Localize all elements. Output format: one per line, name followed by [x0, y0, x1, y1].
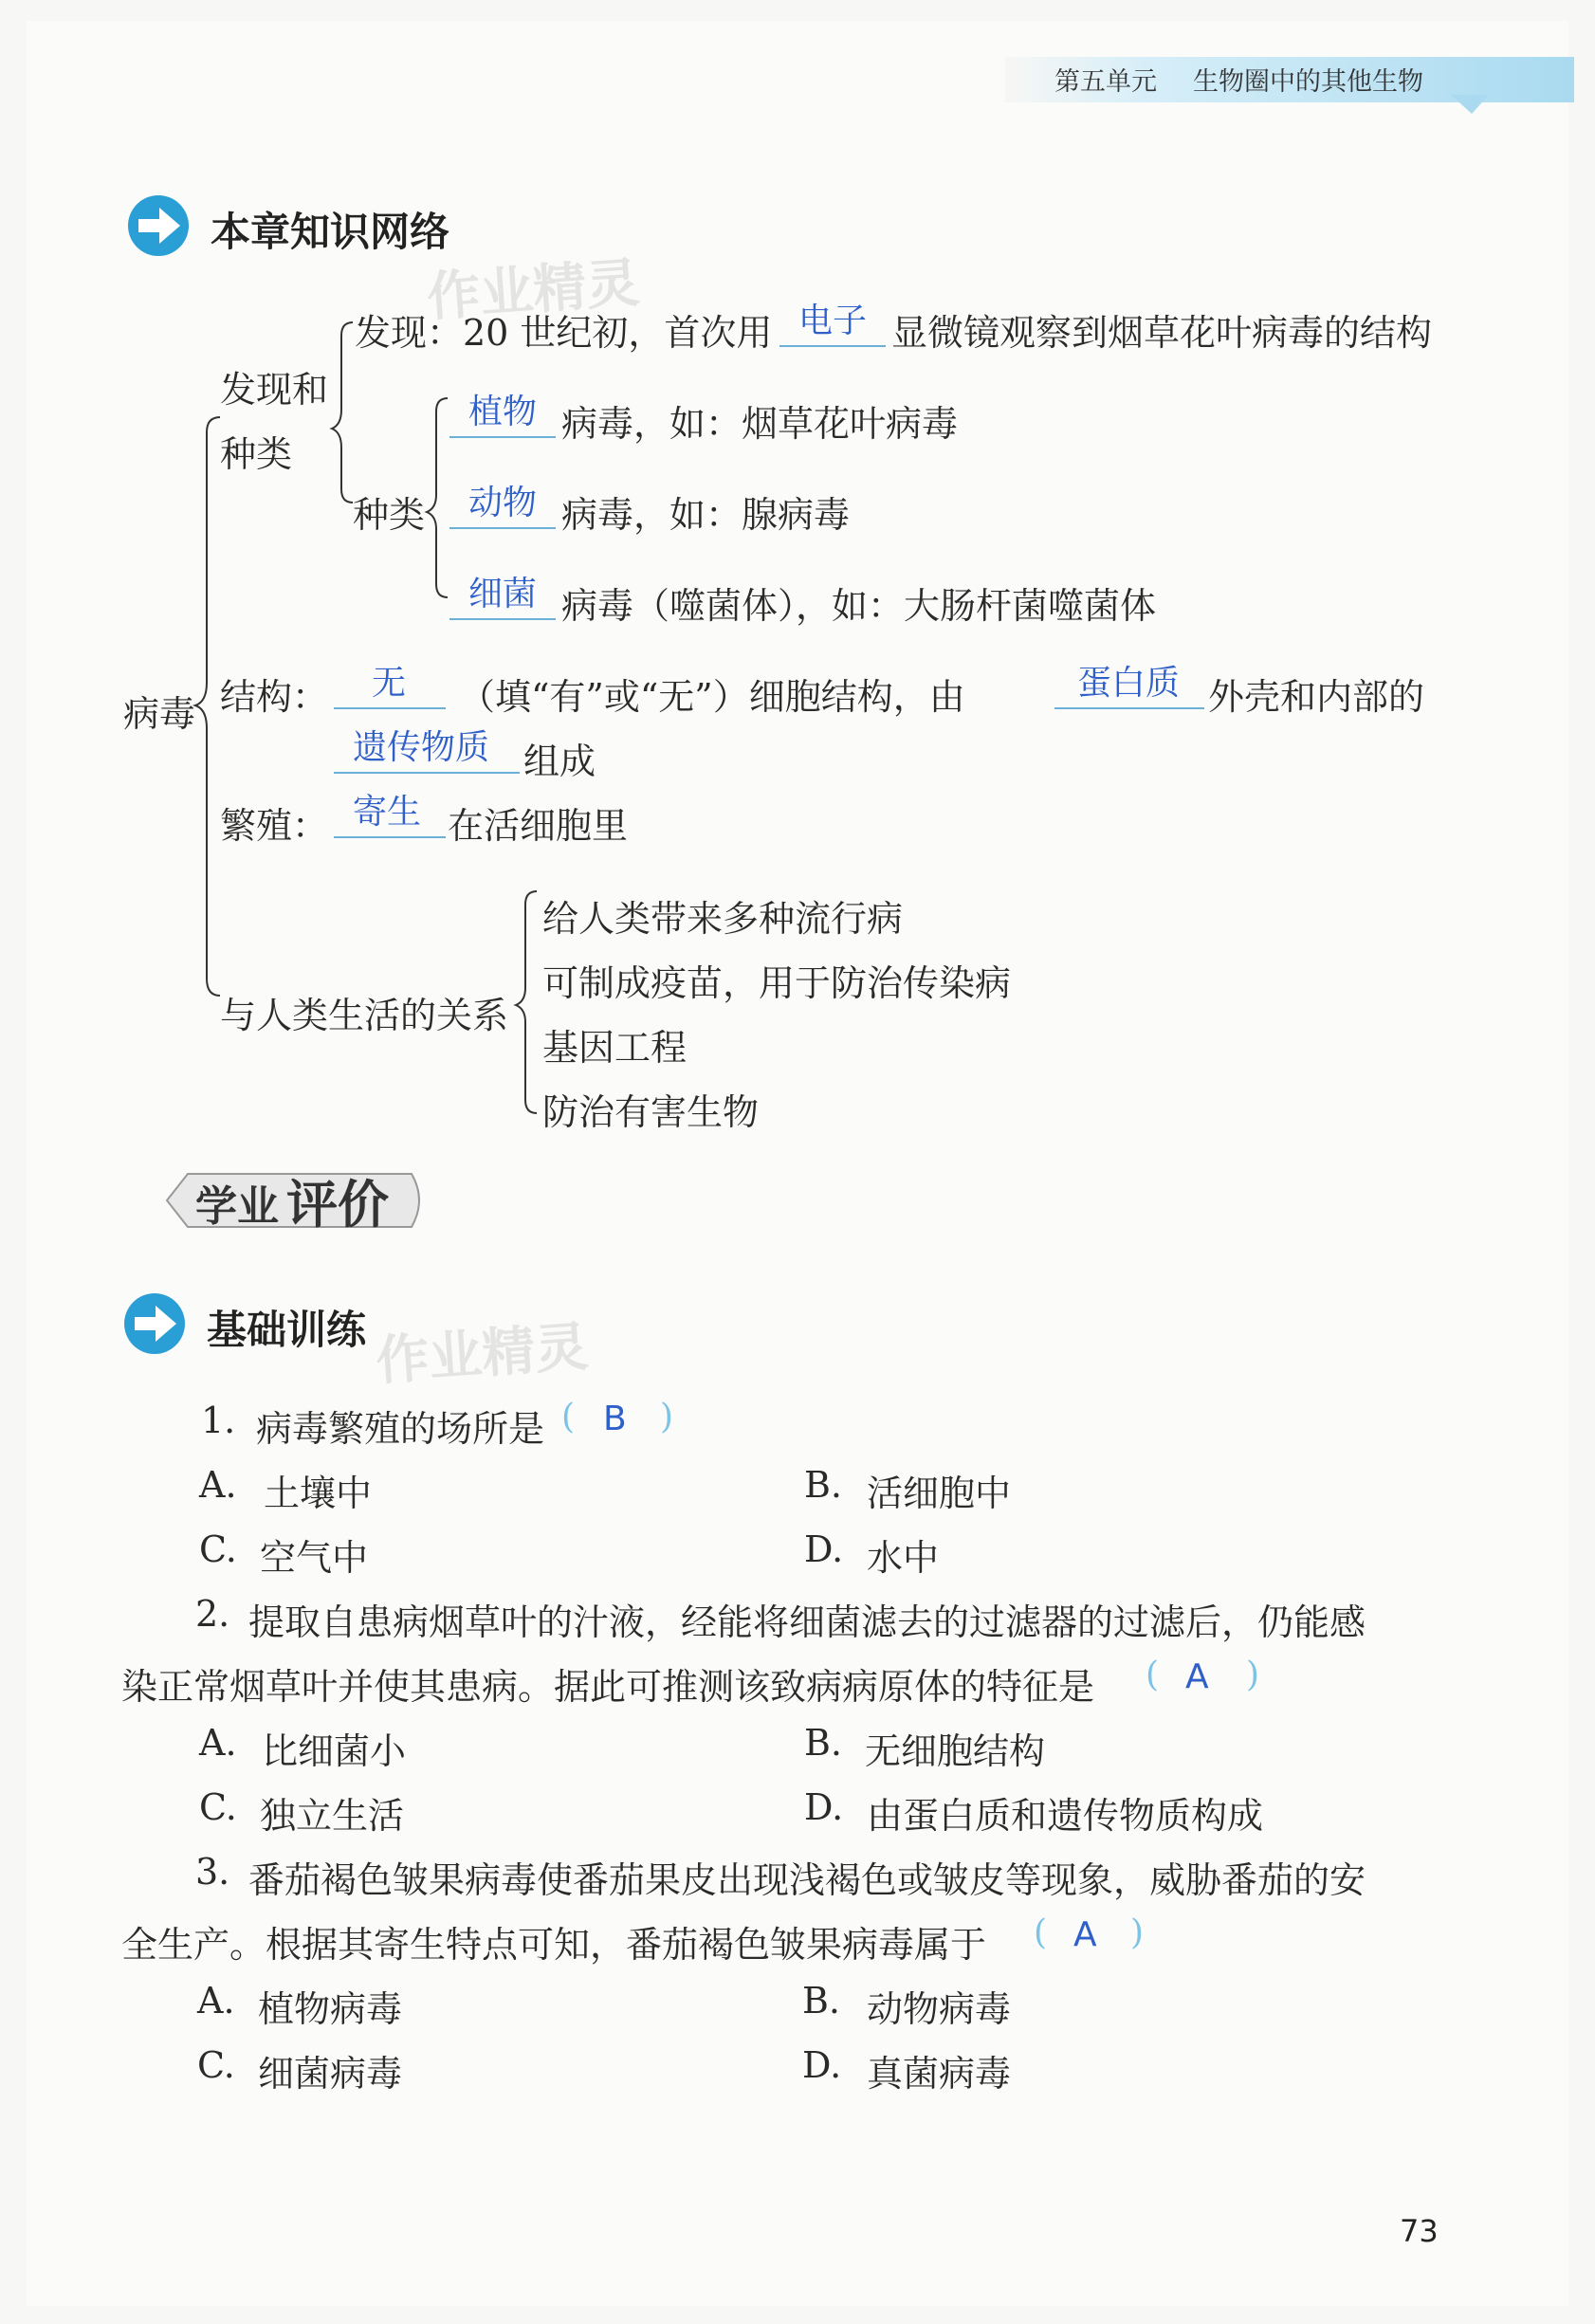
structure-text-2: 外壳和内部的 [1208, 676, 1425, 718]
relation-item: 防治有害生物 [542, 1091, 760, 1133]
relation-item: 给人类带来多种流行病 [542, 898, 904, 940]
option-text: 细菌病毒 [258, 2053, 403, 2095]
type-text-bacteria: 病毒（噬菌体），如：大肠杆菌噬菌体 [561, 585, 1157, 627]
type-answer-animal: 动物 [468, 484, 538, 522]
type-text-animal: 病毒，如：腺病毒 [561, 494, 851, 536]
page-number: 73 [1400, 2213, 1439, 2249]
blank-line [334, 772, 520, 774]
relation-item: 基因工程 [542, 1027, 688, 1069]
question-number: 3. [195, 1851, 230, 1893]
answer-paren-close: ) [1246, 1656, 1260, 1694]
banner-part2: 评价 [286, 1175, 389, 1235]
arrow-right-icon [127, 194, 190, 257]
type-text-plant: 病毒，如：烟草花叶病毒 [561, 403, 959, 445]
answer-paren-close: ) [1130, 1913, 1145, 1952]
option-letter: A. [199, 1464, 237, 1506]
relation-label: 与人类生活的关系 [220, 995, 509, 1036]
blank-line [449, 527, 556, 529]
tree-discovery-group-label-2: 种类 [220, 433, 293, 475]
option-letter: A. [199, 1722, 237, 1764]
header-title: 生物圈中的其他生物 [1193, 67, 1423, 97]
option-text: 土壤中 [264, 1473, 373, 1514]
structure-answer-1: 无 [372, 664, 407, 703]
banner-part1: 学业 [195, 1182, 279, 1231]
header-unit: 第五单元 [1054, 67, 1157, 97]
watermark: 作业精灵 [374, 1316, 591, 1393]
question-number: 1. [201, 1400, 236, 1441]
question-answer: A [1073, 1915, 1097, 1954]
option-letter: C. [199, 1786, 237, 1828]
blank-line [449, 618, 556, 620]
answer-paren-open: ( [1146, 1656, 1160, 1694]
option-text: 由蛋白质和遗传物质构成 [867, 1795, 1264, 1837]
section-title-knowledge-network: 本章知识网络 [211, 209, 450, 255]
option-letter: D. [804, 1528, 844, 1570]
types-label: 种类 [353, 494, 426, 536]
tree-root-label: 病毒 [123, 693, 196, 735]
structure-answer-2: 蛋白质 [1077, 664, 1181, 703]
blank-line [334, 836, 446, 838]
option-letter: B. [802, 1980, 841, 2022]
question-number: 2. [195, 1593, 230, 1635]
question-text: 全生产。根据其寄生特点可知，番茄褐色皱果病毒属于 [121, 1924, 987, 1966]
option-text: 水中 [867, 1537, 940, 1579]
option-letter: C. [197, 2044, 235, 2086]
relation-item: 可制成疫苗，用于防治传染病 [542, 962, 1012, 1004]
reproduction-answer: 寄生 [353, 793, 422, 832]
option-text: 空气中 [260, 1537, 369, 1579]
answer-paren-close: ) [660, 1398, 674, 1436]
option-text: 植物病毒 [258, 1988, 403, 2030]
question-answer: B [603, 1400, 627, 1438]
type-answer-bacteria: 细菌 [468, 575, 538, 613]
option-text: 比细菌小 [262, 1730, 407, 1772]
discovery-answer: 电子 [798, 302, 868, 340]
option-letter: B. [804, 1464, 843, 1506]
question-text: 番茄褐色皱果病毒使番茄果皮出现浅褐色或皱皮等现象，威胁番茄的安 [248, 1859, 1366, 1901]
structure-label: 结构： [220, 676, 329, 718]
blank-line [779, 345, 886, 347]
option-text: 动物病毒 [867, 1988, 1012, 2030]
discovery-suffix: 显微镜观察到烟草花叶病毒的结构 [891, 312, 1433, 354]
option-letter: D. [802, 2044, 842, 2086]
arrow-right-icon [123, 1292, 186, 1355]
section-title-basic-training: 基础训练 [207, 1307, 367, 1353]
question-text: 病毒繁殖的场所是 [256, 1408, 545, 1450]
option-text: 无细胞结构 [865, 1730, 1046, 1772]
structure-text-3: 组成 [523, 741, 596, 782]
blank-line [449, 436, 556, 438]
option-letter: B. [804, 1722, 843, 1764]
structure-text-1: （填“有”或“无”）细胞结构，由 [459, 676, 965, 718]
reproduction-text: 在活细胞里 [448, 805, 629, 847]
option-text: 独立生活 [260, 1795, 405, 1837]
structure-answer-3: 遗传物质 [353, 728, 490, 767]
answer-paren-open: ( [561, 1398, 576, 1436]
option-text: 活细胞中 [867, 1473, 1012, 1514]
question-text: 染正常烟草叶并使其患病。据此可推测该致病病原体的特征是 [121, 1666, 1095, 1708]
reproduction-label: 繁殖： [220, 805, 329, 847]
option-letter: C. [199, 1528, 237, 1570]
option-text: 真菌病毒 [867, 2053, 1012, 2095]
answer-paren-open: ( [1034, 1913, 1048, 1952]
type-answer-plant: 植物 [468, 393, 538, 431]
blank-line [334, 707, 446, 709]
blank-line [1054, 707, 1204, 709]
discovery-prefix: 发现：20 世纪初，首次用 [355, 312, 773, 354]
tree-discovery-group-label-1: 发现和 [220, 369, 329, 411]
question-text: 提取自患病烟草叶的汁液，经能将细菌滤去的过滤器的过滤后，仍能感 [248, 1601, 1366, 1643]
question-answer: A [1185, 1657, 1209, 1696]
header-tab-decoration [1451, 95, 1489, 116]
option-letter: A. [197, 1980, 235, 2022]
option-letter: D. [804, 1786, 844, 1828]
watermark: 作业精灵 [425, 252, 642, 329]
